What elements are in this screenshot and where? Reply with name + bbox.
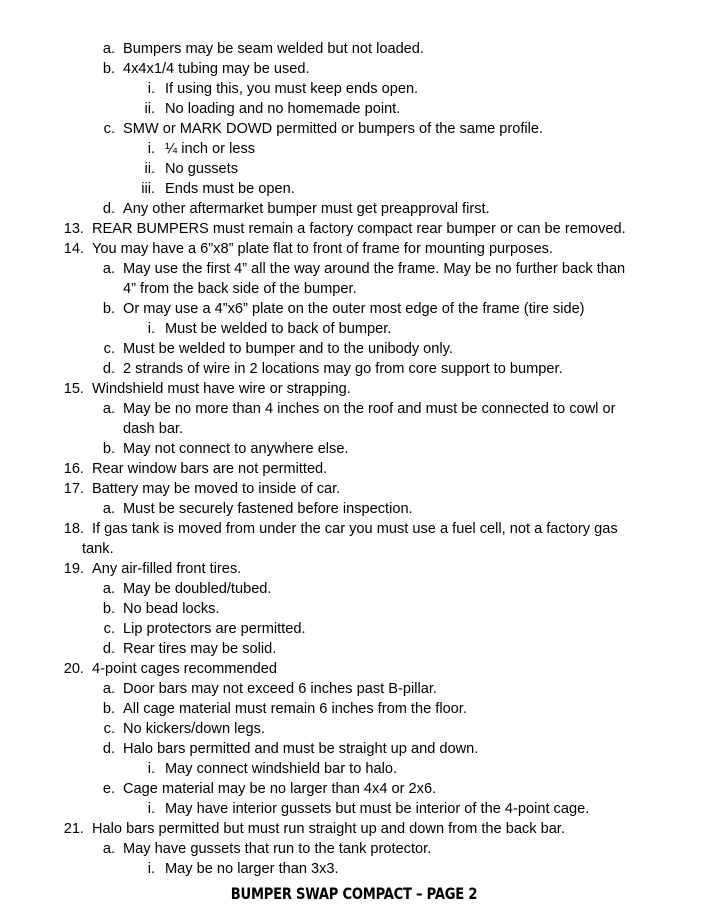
list-marker: i. xyxy=(147,801,155,817)
list-marker: 18. xyxy=(63,521,84,537)
list-item-text: Battery may be moved to inside of car. xyxy=(92,481,341,497)
list-item xyxy=(0,399,708,419)
list-marker: b. xyxy=(102,301,115,317)
list-item-text: If gas tank is moved from under the car you must use a fuel cell, not a factory gas xyxy=(92,521,618,537)
list-item xyxy=(0,519,708,539)
list-item-text: Door bars may not exceed 6 inches past B-pillar. xyxy=(123,681,437,697)
list-item-text: You may have a 6”x8” plate flat to front of frame for mounting purposes. xyxy=(92,241,554,257)
list-item xyxy=(0,599,708,619)
list-item-text: Must be securely fastened before inspection. xyxy=(123,501,413,517)
list-item xyxy=(0,659,708,679)
list-marker: 16. xyxy=(63,461,84,477)
list-marker: i. xyxy=(147,861,155,877)
list-item-continuation xyxy=(0,419,708,439)
list-item-text: 4-point cages recommended xyxy=(92,661,277,677)
list-item-text: 2 strands of wire in 2 locations may go from core support to bumper. xyxy=(123,361,563,377)
list-marker: i. xyxy=(147,81,155,97)
list-item xyxy=(0,499,708,519)
list-item xyxy=(0,239,708,259)
list-item xyxy=(0,719,708,739)
list-item-text: Any air-filled front tires. xyxy=(92,561,242,577)
list-marker: 17. xyxy=(63,481,84,497)
list-item-text: May be doubled/tubed. xyxy=(123,581,272,597)
list-item-text: No gussets xyxy=(165,161,239,177)
list-item-continuation xyxy=(0,279,708,299)
list-item xyxy=(0,479,708,499)
list-marker: e. xyxy=(102,781,115,797)
list-marker: b. xyxy=(102,601,115,617)
list-marker: 20. xyxy=(63,661,84,677)
list-item xyxy=(0,839,708,859)
list-marker: c. xyxy=(103,621,115,637)
list-item xyxy=(0,379,708,399)
list-item-text: May have gussets that run to the tank protector. xyxy=(123,841,432,857)
list-marker: d. xyxy=(102,361,115,377)
list-marker: 13. xyxy=(63,221,84,237)
list-item-continuation xyxy=(0,539,708,559)
list-item-text: May use the first 4” all the way around the frame. May be no further back than xyxy=(123,261,626,277)
list-item xyxy=(0,99,708,119)
list-item xyxy=(0,759,708,779)
list-item-text: May have interior gussets but must be interior of the 4-point cage. xyxy=(165,801,590,817)
document-body xyxy=(0,39,708,879)
list-item xyxy=(0,339,708,359)
list-item xyxy=(0,439,708,459)
list-marker: c. xyxy=(103,721,115,737)
list-marker: i. xyxy=(147,761,155,777)
list-item-text: No loading and no homemade point. xyxy=(165,101,401,117)
list-item-text: Halo bars permitted but must run straight up and down from the back bar. xyxy=(92,821,565,837)
list-item xyxy=(0,139,708,159)
list-marker: a. xyxy=(102,581,115,597)
list-item-text: May be no larger than 3x3. xyxy=(165,861,339,877)
list-item-text: No kickers/down legs. xyxy=(123,721,265,737)
list-item-text: No bead locks. xyxy=(123,601,220,617)
list-item xyxy=(0,59,708,79)
list-item-text: 4x4x1/4 tubing may be used. xyxy=(123,61,310,77)
list-marker: b. xyxy=(102,701,115,717)
list-item xyxy=(0,259,708,279)
list-marker: i. xyxy=(147,141,155,157)
list-item xyxy=(0,859,708,879)
list-item xyxy=(0,39,708,59)
list-item-text: dash bar. xyxy=(123,421,184,437)
list-item-text: Halo bars permitted and must be straight up and down. xyxy=(123,741,479,757)
list-marker: d. xyxy=(102,741,115,757)
list-item-text: Cage material may be no larger than 4x4 or 2x6. xyxy=(123,781,437,797)
list-item-text: Any other aftermarket bumper must get preapproval first. xyxy=(123,201,490,217)
list-item-text: Rear window bars are not permitted. xyxy=(92,461,328,477)
list-marker: b. xyxy=(102,441,115,457)
list-marker: c. xyxy=(103,121,115,137)
list-item xyxy=(0,319,708,339)
list-item xyxy=(0,619,708,639)
list-item xyxy=(0,579,708,599)
list-marker: a. xyxy=(102,261,115,277)
list-item xyxy=(0,559,708,579)
list-marker: ii. xyxy=(144,161,155,177)
list-item-text: tank. xyxy=(82,541,114,557)
list-marker: a. xyxy=(102,841,115,857)
list-item-text: Or may use a 4”x6” plate on the outer most edge of the frame (tire side) xyxy=(123,301,585,317)
list-item-text: May be no more than 4 inches on the roof and must be connected to cowl or xyxy=(123,401,616,417)
list-marker: b. xyxy=(102,61,115,77)
list-marker: c. xyxy=(103,341,115,357)
list-item-text: Rear tires may be solid. xyxy=(123,641,277,657)
list-item xyxy=(0,639,708,659)
list-item-text: Lip protectors are permitted. xyxy=(123,621,306,637)
list-marker: ii. xyxy=(144,101,155,117)
list-item-text: Bumpers may be seam welded but not loaded. xyxy=(123,41,424,57)
list-item-text: Must be welded to bumper and to the unibody only. xyxy=(123,341,453,357)
list-marker: d. xyxy=(102,641,115,657)
list-item-text: May not connect to anywhere else. xyxy=(123,441,349,457)
list-item xyxy=(0,119,708,139)
list-item xyxy=(0,779,708,799)
list-item xyxy=(0,739,708,759)
list-marker: 21. xyxy=(63,821,84,837)
list-item-text: May connect windshield bar to halo. xyxy=(165,761,398,777)
list-item xyxy=(0,459,708,479)
list-item-text: REAR BUMPERS must remain a factory compact rear bumper or can be removed. xyxy=(92,221,626,237)
list-marker: iii. xyxy=(141,181,155,197)
list-item xyxy=(0,159,708,179)
list-marker: a. xyxy=(102,401,115,417)
list-marker: 19. xyxy=(63,561,84,577)
list-marker: 15. xyxy=(63,381,84,397)
list-item xyxy=(0,179,708,199)
list-item-text: 4” from the back side of the bumper. xyxy=(123,281,357,297)
list-item xyxy=(0,219,708,239)
list-item-text: Must be welded to back of bumper. xyxy=(165,321,392,337)
list-marker: a. xyxy=(102,501,115,517)
list-item-text: If using this, you must keep ends open. xyxy=(165,81,419,97)
list-marker: 14. xyxy=(63,241,84,257)
list-item-text: All cage material must remain 6 inches from the floor. xyxy=(123,701,467,717)
list-marker: a. xyxy=(102,41,115,57)
list-item-text: SMW or MARK DOWD permitted or bumpers of the same profile. xyxy=(123,121,544,137)
list-item xyxy=(0,359,708,379)
list-item xyxy=(0,79,708,99)
list-item xyxy=(0,699,708,719)
list-item-text: Ends must be open. xyxy=(165,181,295,197)
list-item-text: Windshield must have wire or strapping. xyxy=(92,381,351,397)
list-item xyxy=(0,299,708,319)
list-marker: i. xyxy=(147,321,155,337)
list-item xyxy=(0,199,708,219)
list-item xyxy=(0,799,708,819)
list-item xyxy=(0,679,708,699)
list-marker: a. xyxy=(102,681,115,697)
list-marker: d. xyxy=(102,201,115,217)
list-item xyxy=(0,819,708,839)
list-item-text: ¼ inch or less xyxy=(165,141,256,157)
page-footer: BUMPER SWAP COMPACT – PAGE 2 xyxy=(230,884,478,903)
